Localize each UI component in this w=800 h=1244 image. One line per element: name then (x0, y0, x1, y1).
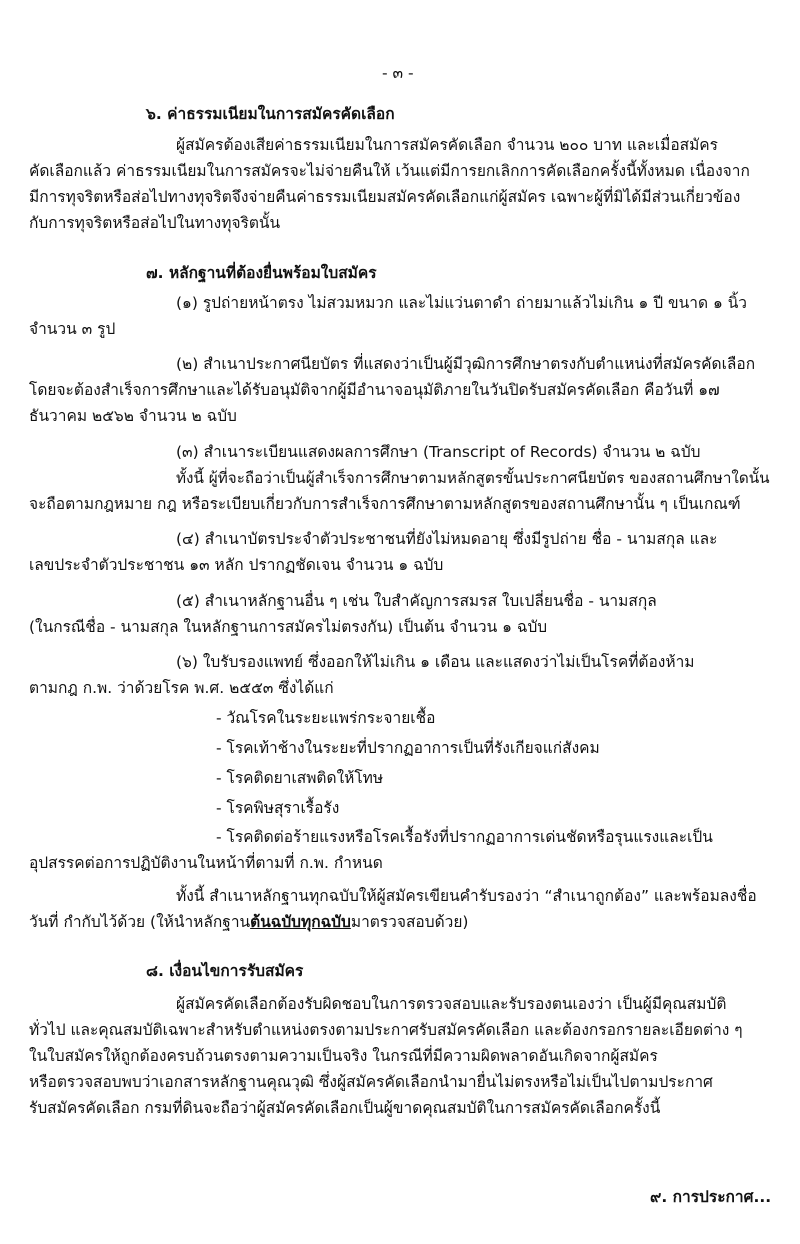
item-5-line: (๕) สำเนาหลักฐานอื่น ๆ เช่น ใบสำคัญการสมรส ใบเปลี่ยนชื่อ - นามสกุล (176, 592, 657, 610)
item-6-line: ตามกฎ ก.พ. ว่าด้วยโรค พ.ศ. ๒๕๕๓ ซึ่งได้แก่ (29, 679, 334, 697)
section-6-line: ผู้สมัครต้องเสียค่าธรรมเนียมในการสมัครคัดเลือก จำนวน ๒๐๐ บาท และเมื่อสมัคร (176, 136, 719, 154)
section-8-line: รับสมัครคัดเลือก กรมที่ดินจะถือว่าผู้สมัครคัดเลือกเป็นผู้ขาดคุณสมบัติในการสมัครคัดเลือกครั้งนี้ (29, 1099, 661, 1117)
disease-item: - โรคเท้าช้างในระยะที่ปรากฏอาการเป็นที่รังเกียจแก่สังคม (216, 739, 600, 757)
disease-continuation: อุปสรรคต่อการปฏิบัติงานในหน้าที่ตามที่ ก.พ. กำหนด (29, 854, 383, 872)
item-3-line: ทั้งนี้ ผู้ที่จะถือว่าเป็นผู้สำเร็จการศึกษาตามหลักสูตรขั้นประกาศนียบัตร ของสถานศึกษาใดนั้น (176, 469, 770, 487)
disease-item: - วัณโรคในระยะแพร่กระจายเชื้อ (216, 709, 436, 727)
item-4-line: (๔) สำเนาบัตรประจำตัวประชาชนที่ยังไม่หมดอายุ ซึ่งมีรูปถ่าย ชื่อ - นามสกุล และ (176, 530, 718, 548)
disease-item: - โรคพิษสุราเรื้อรัง (216, 799, 340, 817)
disease-item: - โรคติดยาเสพติดให้โทษ (216, 769, 384, 787)
note-text: วันที่ กำกับไว้ด้วย (ให้นำหลักฐาน (29, 913, 251, 931)
page-number: - ๓ - (382, 64, 414, 82)
continuation-footer: ๙. การประกาศ... (650, 1188, 772, 1206)
item-3-line: จะถือตามกฎหมาย กฎ หรือระเบียบเกี่ยวกับการสำเร็จการศึกษาตามหลักสูตรของสถานศึกษานั้น ๆ เป็นเกณฑ์ (29, 495, 741, 513)
item-2-line: โดยจะต้องสำเร็จการศึกษาและได้รับอนุมัติจากผู้มีอำนาจอนุมัติภายในวันปิดรับสมัครคัดเลือก คือวันที่ ๑๗ (29, 381, 720, 399)
item-3-line: (๓) สำเนาระเบียนแสดงผลการศึกษา (Transcript of Records) จำนวน ๒ ฉบับ (176, 443, 701, 461)
section-8-heading: ๘. เงื่อนไขการรับสมัคร (146, 962, 304, 980)
section-8-line: ทั่วไป และคุณสมบัติเฉพาะสำหรับตำแหน่งตรงตามประกาศรับสมัครคัดเลือก และต้องกรอกรายละเอียดต่าง ๆ (29, 1021, 743, 1039)
item-2-line: ธันวาคม ๒๕๖๒ จำนวน ๒ ฉบับ (29, 407, 237, 425)
item-1-line: จำนวน ๓ รูป (29, 320, 116, 338)
section-6-line: กับการทุจริตหรือส่อไปในทางทุจริตนั้น (29, 214, 281, 232)
section-8-line: หรือตรวจสอบพบว่าเอกสารหลักฐานคุณวุฒิ ซึ่งผู้สมัครคัดเลือกนำมายื่นไม่ตรงหรือไม่เป็นไปตามประกาศ (29, 1073, 713, 1091)
section-6-line: มีการทุจริตหรือส่อไปทางทุจริตจึงจ่ายคืนค่าธรรมเนียมสมัครคัดเลือกแก่ผู้สมัคร เฉพาะผู้ที่มิได้มีส่วนเกี่ยวข้อง (29, 188, 741, 206)
note-line (29, 911, 468, 933)
section-7-heading: ๗. หลักฐานที่ต้องยื่นพร้อมใบสมัคร (146, 264, 377, 282)
item-1-line: (๑) รูปถ่ายหน้าตรง ไม่สวมหมวก และไม่แว่นตาดำ ถ่ายมาแล้วไม่เกิน ๑ ปี ขนาด ๑ นิ้ว (176, 294, 748, 312)
item-5-line: (ในกรณีชื่อ - นามสกุล ในหลักฐานการสมัครไม่ตรงกัน) เป็นต้น จำนวน ๑ ฉบับ (29, 618, 548, 636)
item-2-line: (๒) สำเนาประกาศนียบัตร ที่แสดงว่าเป็นผู้มีวุฒิการศึกษาตรงกับตำแหน่งที่สมัครคัดเลือก (176, 355, 756, 373)
note-emphasis: ต้นฉบับทุกฉบับ (250, 913, 351, 931)
section-6-heading: ๖. ค่าธรรมเนียมในการสมัครคัดเลือก (146, 105, 395, 123)
item-4-line: เลขประจำตัวประชาชน ๑๓ หลัก ปรากฏชัดเจน จำนวน ๑ ฉบับ (29, 556, 444, 574)
item-6-line: (๖) ใบรับรองแพทย์ ซึ่งออกให้ไม่เกิน ๑ เดือน และแสดงว่าไม่เป็นโรคที่ต้องห้าม (176, 653, 695, 671)
section-8-line: ในใบสมัครให้ถูกต้องครบถ้วนตรงตามความเป็นจริง ในกรณีที่มีความผิดพลาดอันเกิดจากผู้สมัคร (29, 1047, 658, 1065)
note-line: ทั้งนี้ สำเนาหลักฐานทุกฉบับให้ผู้สมัครเขียนคำรับรองว่า “สำเนาถูกต้อง” และพร้อมลงชื่อ (176, 887, 757, 905)
section-6-line: คัดเลือกแล้ว ค่าธรรมเนียมในการสมัครจะไม่จ่ายคืนให้ เว้นแต่มีการยกเลิกการคัดเลือกครั้งนี้ทั้งหมด เนื่องจาก (29, 162, 750, 180)
note-text: มาตรวจสอบด้วย) (350, 913, 469, 931)
disease-item: - โรคติดต่อร้ายแรงหรือโรคเรื้อรังที่ปรากฏอาการเด่นชัดหรือรุนแรงและเป็น (216, 828, 713, 846)
section-8-line: ผู้สมัครคัดเลือกต้องรับผิดชอบในการตรวจสอบและรับรองตนเองว่า เป็นผู้มีคุณสมบัติ (176, 995, 727, 1013)
